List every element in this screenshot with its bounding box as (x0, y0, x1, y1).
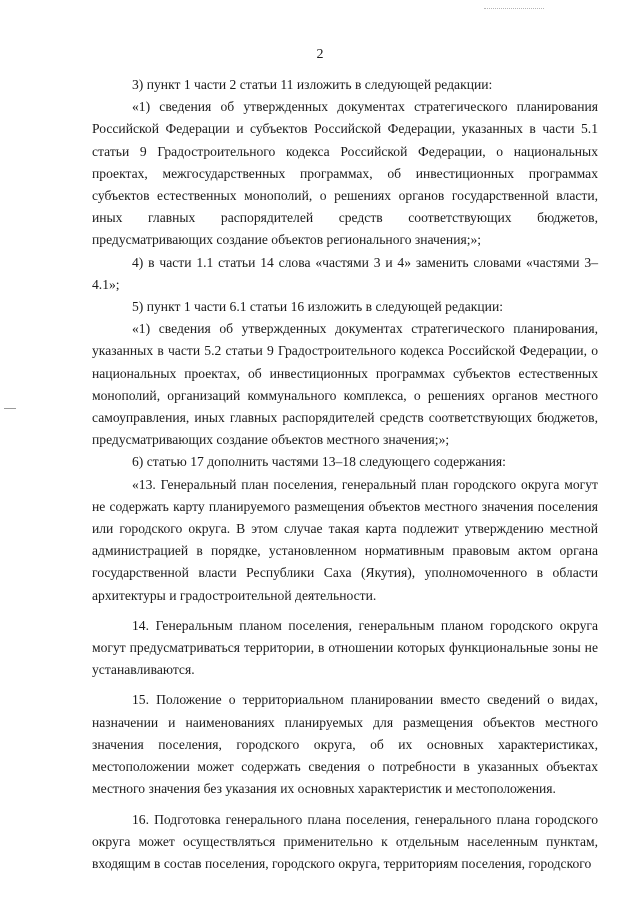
scan-artifact-top (484, 8, 544, 11)
paragraph-part-14: 14. Генеральным планом поселения, генеральным планом городского округа могут предусматриваться территории, в отношении которых функциональные зоны не устанавливаются. (92, 617, 598, 678)
page-number: 2 (316, 47, 324, 62)
paragraph-item-3: 3) пункт 1 части 2 статьи 11 изложить в следующей редакции: (132, 77, 493, 92)
paragraph-item-5: 5) пункт 1 части 6.1 статьи 16 изложить в следующей редакции: (132, 299, 503, 315)
paragraph-quote-1-regional: «1) сведения об утвержденных документах стратегического планирования Российской Федерации и субъектов Российской Федерации, указанных в части 5.1 статьи 9 Градостроительного кодекса Российской Федерации, о национальных проектах, межгосударственных программах, об инвестиционных программах субъектов естественных монополий, о решениях органов государственной власти, иных главных распорядителей средств соответствующих бюджетов, предусматривающих создание объектов регионального значения;»; (92, 99, 598, 248)
scan-artifact-margin (4, 408, 16, 409)
document-body (92, 74, 598, 875)
paragraph-quote-1-local: «1) сведения об утвержденных документах стратегического планирования, указанных в части 5.2 статьи 9 Градостроительного кодекса Российской Федерации, о национальных проектах, об инвестиционных программах субъектов естественных монополий, организаций коммунального комплекса, о решениях органов местного самоуправления, иных главных распорядителей средств соответствующих бюджетов, предусматривающих создание объектов местного значения;»; (92, 321, 598, 448)
paragraph-item-4: 4) в части 1.1 статьи 14 слова «частями 3 и 4» заменить словами «частями 3–4.1»; (92, 254, 598, 292)
paragraph-item-6: 6) статью 17 дополнить частями 13–18 следующего содержания: (132, 454, 506, 470)
paragraph-part-15: 15. Положение о территориальном планировании вместо сведений о видах, назначении и наименованиях планируемых для размещения объектов местного значения поселения, городского округа, об их основных характеристиках, местоположении может содержать сведения о потребности в указанных объектах местного значения без указания их основных характеристик и местоположения. (92, 692, 598, 797)
paragraph-part-13: «13. Генеральный план поселения, генеральный план городского округа могут не содержать карту планируемого размещения объектов местного значения поселения или городского округа. В этом случае такая карта подлежит утверждению местной администрацией в порядке, установленном нормативным правовым актом органа государственной власти Республики Саха (Якутия), уполномоченного в области архитектуры и градостроительной деятельности. (92, 476, 598, 603)
paragraph-part-16: 16. Подготовка генерального плана поселения, генерального плана городского округа может осуществляться применительно к отдельным населенным пунктам, входящим в состав поселения, городского округа, территориям поселения, городского (92, 811, 598, 871)
